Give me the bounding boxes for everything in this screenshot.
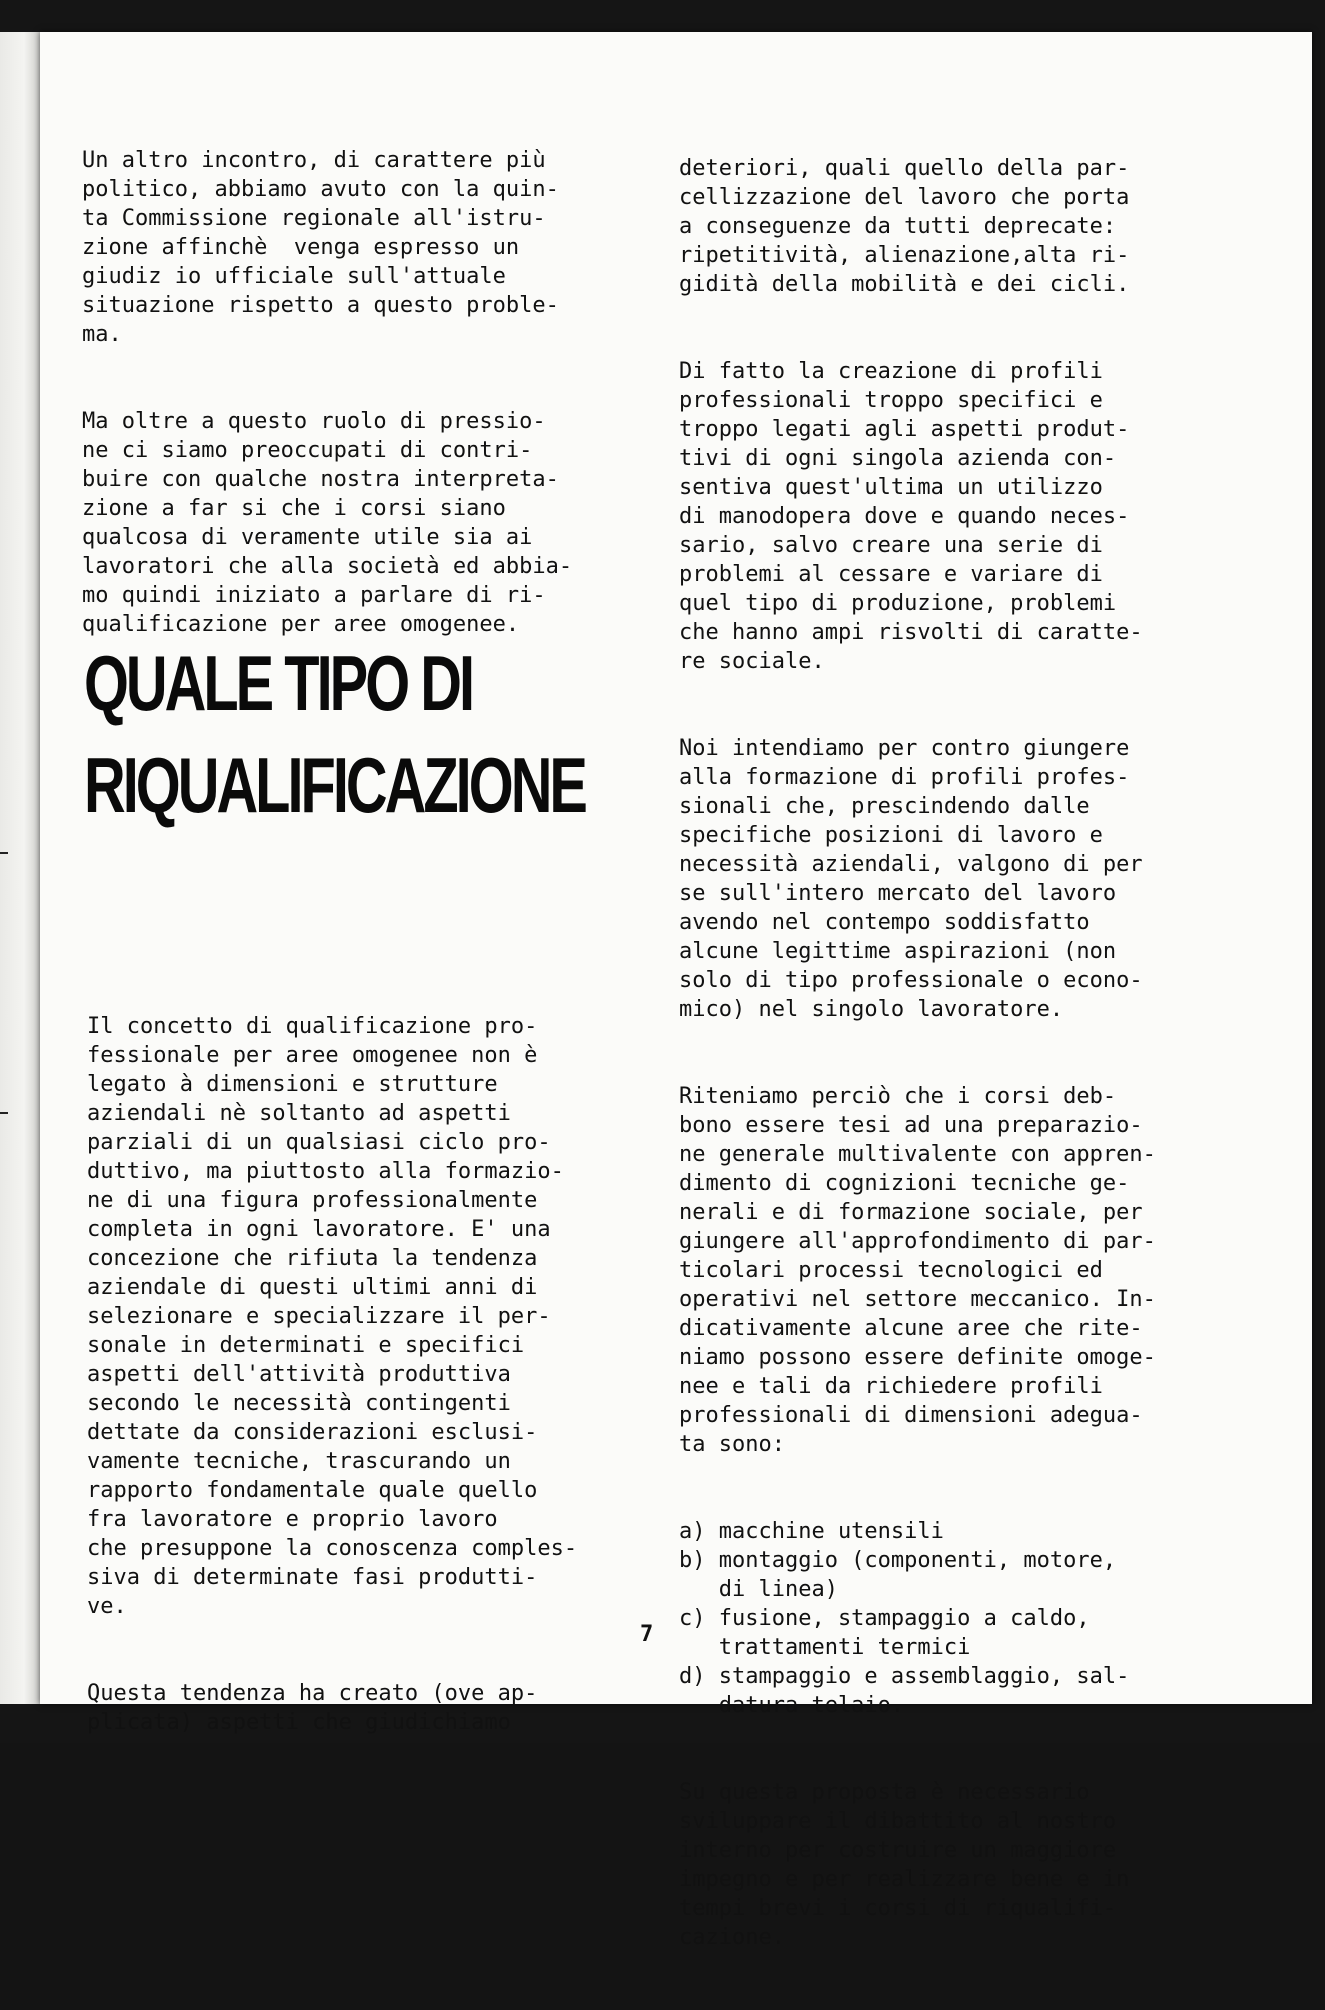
headline-line-2: RIQUALIFICAZIONE [84,741,585,829]
left-column-top [82,88,572,697]
paragraph: Di fatto la creazione di profili professionali troppo specifici e troppo legati agli aspetti produt- tivi di ogni singola azienda con- sentiva quest'ultima un utilizzo di manodopera dove e quando neces- sario, salvo creare una serie di problemi al cessare e variare di quel tipo di produzione, problemi che hanno ampi risvolti di caratte- re sociale. [679,359,1143,674]
document-page [40,32,1312,1950]
list: a) macchine utensili b) montaggio (componenti, motore, di linea) c) fusione, stampaggio a caldo, trattamenti termici d) stampaggio e assemblaggio, sal- datura telaio. [679,1519,1130,1718]
left-column-bottom [87,954,577,1795]
margin-tick [0,852,8,854]
page-number: 7 [640,1622,654,1647]
paragraph: Il concetto di qualificazione pro- fessionale per aree omogenee non è legato à dimensioni e strutture aziendali nè soltanto ad aspetti parziali di un qualsiasi ciclo pro- duttivo, ma piuttosto alla formazio- ne di una figura professionalmente completa in ogni lavoratore. E' una concezione che rifiuta la tendenza aziendale di questi ultimi anni di selezionare e specializzare il per- sonale in determinati e specifici aspetti dell'attività produttiva secondo le necessità contingenti dettate da considerazioni esclusi- vamente tecniche, trascurando un rapporto fondamentale quale quello fra lavoratore e proprio lavoro che presuppone la conoscenza comples- siva di determinate fasi produtti- ve. [87,1014,578,1619]
paragraph: Noi intendiamo per contro giungere alla formazione di profili profes- sionali che, prescindendo dalle specifiche posizioni di lavoro e necessità aziendali, valgono di per se sull'intero mercato del lavoro avendo nel contempo soddisfatto alcune legittime aspirazioni (non solo di tipo professionale o econo- mico) nel singolo lavoratore. [679,736,1143,1022]
paragraph: Riteniamo perciò che i corsi deb- bono essere tesi ad una preparazio- ne generale multivalente con appren- dimento di cognizioni tecniche ge- nerali e di formazione sociale, per giungere all'approfondimento di par- ticolari processi tecnologici ed operativi nel settore meccanico. In- dicativamente alcune aree che rite- niamo possono essere definite omoge- nee e tali da richiedere profili professionali di dimensioni adegua- ta sono: [679,1084,1156,1457]
facing-page-edge [0,32,40,1704]
paragraph: deteriori, quali quello della par- cellizzazione del lavoro che porta a conseguenze da tutti deprecate: ripetitività, alienazione,alta ri- gidità della mobilità e dei cicli. [679,156,1130,297]
headline-line-1: QUALE TIPO DI [84,639,473,727]
article-headline [84,632,585,836]
paragraph: Un altro incontro, di carattere più politico, abbiamo avuto con la quin- ta Commissione regionale all'istru- zione affinchè venga espresso un giudiz io ufficiale sull'attuale situazione rispetto a questo proble- ma. [82,148,559,347]
right-column [679,96,1156,2010]
margin-tick [0,1112,8,1114]
paragraph: Questa tendenza ha creato (ove ap- plicata) aspetti che giudichiamo [87,1681,538,1735]
paragraph: Ma oltre a questo ruolo di pressio- ne ci siamo preoccupati di contri- buire con qualche nostra interpreta- zione a far si che i corsi siano qualcosa di veramente utile sia ai lavoratori che alla società ed abbia- mo quindi iniziato a parlare di ri- qualificazione per aree omogenee. [82,409,573,637]
paragraph: Su questa proposta è necessario sviluppare il dibattito al nostro interno per costruire un maggiore impegno e per realizzare bene e in tempi brevi i corsi di riqualifi- cazione. [679,1780,1130,1950]
